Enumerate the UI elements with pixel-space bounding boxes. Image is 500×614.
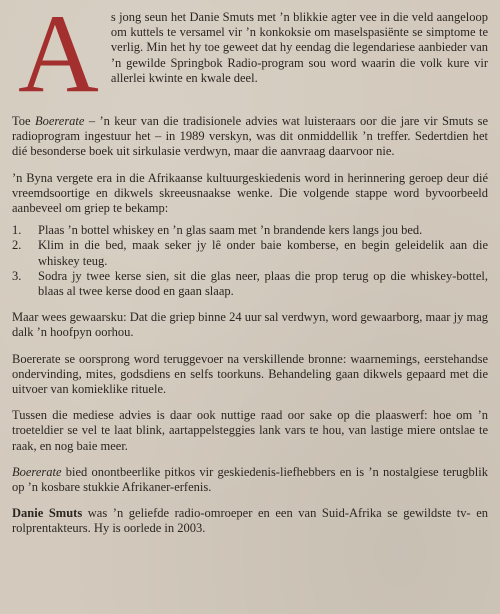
drop-cap-letter: A — [18, 0, 99, 116]
paragraph-author-bio — [12, 506, 488, 536]
list-text: Sodra jy twee kerse sien, sit die glas neer, plaas die prop terug op die whiskey-bottel, blaas al twee kerse dood en gaan slaap. — [38, 268, 488, 299]
intro-paragraph — [12, 0, 488, 116]
list-number: 2. — [12, 238, 22, 253]
book-title: Boererate — [34, 114, 85, 128]
author-name: Danie Smuts — [12, 506, 83, 521]
paragraph-warning: Maar wees gewaarsku: Dat die griep binne 24 uur sal verdwyn, word gewaarborg, maar jy mag dalk ’n hoofpyn oorhou. — [12, 310, 488, 340]
list-number: 1. — [12, 223, 22, 238]
paragraph-rest: was ’n geliefde radio-omroeper en een van Suid-Afrika se gewildste tv- en rolprentakteurs. Hy is oorlede in 2003. — [12, 506, 488, 536]
list-item — [12, 238, 488, 268]
paragraph-boererate-release — [12, 114, 488, 160]
paragraph-origins: Boererate se oorsprong word teruggevoer na verskillende bronne: waarnemings, eerstehandse ondervinding, mites, godsdiens en selfs toorkuns. Behandeling gaan dikwels gepaard met die uitvoer van komieklike rituele. — [12, 351, 488, 397]
paragraph-summary — [12, 465, 488, 495]
list-number: 3. — [12, 268, 22, 283]
paragraph-rest: – ’n keur van die tradisionele advies wat luisteraars oor die jare vir Smuts se radioprogram ingestuur het – in 1989 verskyn, was dit onmiddellik ’n treffer. Sedertdien het dié besonderse boek uit sirkulasie verdwyn, maar die aanvraag daarvoor nie. — [12, 114, 488, 159]
flu-steps-list — [12, 223, 488, 299]
list-text: Klim in die bed, maak seker jy lê onder baie komberse, en begin geleidelik aan die whiskey teug. — [38, 238, 488, 268]
list-text: Plaas ’n bottel whiskey en ’n glas saam met ’n brandende kers langs jou bed. — [38, 223, 423, 238]
paragraph-lead: Toe — [12, 114, 35, 128]
book-title: Boererate — [12, 464, 62, 479]
paragraph-farm-advice: Tussen die mediese advies is daar ook nuttige raad oor sake op die plaaswerf: hoe om ’n troeteldier se vel te laat blink, aartappelsteggies lank vars te hou, van lastige miere ontslae te raak, en nog baie meer. — [12, 408, 488, 453]
paragraph-rest: bied onontbeerlike pitkos vir geskiedenis-liefhebbers en is ’n nostalgiese terugblik op ’n kosbare stukkie Afrikaner-erfenis. — [12, 464, 488, 495]
list-item — [12, 269, 488, 299]
paragraph-era: ’n Byna vergete era in die Afrikaanse kultuurgeskiedenis word in herinnering geroep deur dié vreemdsoortige en dikwels skreeusnaakse wenke. Die volgende stappe word byvoorbeeld aanbeveel om griep te bekamp: — [12, 170, 488, 216]
intro-text: s jong seun het Danie Smuts met ’n blikkie agter vee in die veld aangeloop om kuttels te versamel vir ’n konkoksie om maselspasiënte se simptome te verlig. Min het hy toe geweet dat hy eendag die legendariese aanbieder van ’n gewilde Springbok Radio-program sou word waarin die volk kure vir allerlei kwinte en kwale deel. — [110, 10, 488, 85]
list-item — [12, 223, 488, 238]
